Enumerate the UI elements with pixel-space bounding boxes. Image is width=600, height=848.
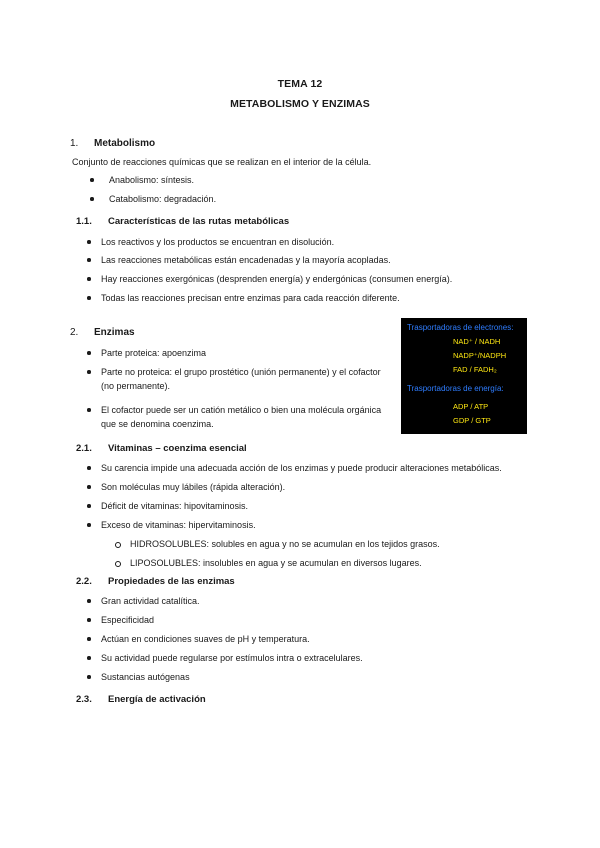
bullet-icon — [87, 485, 91, 489]
figure-item: GDP / GTP — [453, 416, 491, 425]
bullet-icon — [87, 637, 91, 641]
figure-item: NADP⁺/NADPH — [453, 351, 507, 360]
section-heading-vitaminas: 2.1. Vitaminas – coenzima esencial — [76, 443, 247, 454]
bullet-icon — [87, 296, 91, 300]
bullet-icon — [87, 599, 91, 603]
bullet-icon — [87, 618, 91, 622]
figure-item: FAD / FADH₂ — [453, 365, 497, 374]
section-heading-metabolismo: 1. Metabolismo — [70, 138, 156, 149]
bullet-icon — [90, 178, 94, 182]
page-subtitle: METABOLISMO Y ENZIMAS — [230, 98, 370, 110]
bullet-icon — [87, 258, 91, 262]
circle-bullet-icon — [115, 561, 121, 567]
bullet-icon — [90, 197, 94, 201]
bullet-icon — [87, 523, 91, 527]
bullet-icon — [87, 408, 91, 412]
bullet-icon — [87, 240, 91, 244]
bullet-icon — [87, 656, 91, 660]
bullet-icon — [87, 370, 91, 374]
section-heading-enzimas: 2. Enzimas — [70, 327, 135, 338]
figure-heading-electrons: Trasportadoras de electrones: — [407, 323, 514, 332]
circle-bullet-icon — [115, 542, 121, 548]
bullet-icon — [87, 675, 91, 679]
page-title: TEMA 12 — [277, 78, 323, 90]
figure-item: NAD⁺ / NADH — [453, 337, 501, 346]
figure-item: ADP / ATP — [453, 402, 489, 411]
section-heading-energia: 2.3. Energía de activación — [76, 694, 206, 705]
document-page: TEMA 12 METABOLISMO Y ENZIMAS 1. Metabolismo Conjunto de reacciones químicas que se realizan en el interior de la célula. Anabolismo: síntesis. Catabolismo: degradación. 1.1. Características de las rutas metabólicas Los reactivos y los productos se encuentran en disolución. Las reacciones metabólicas están encadenadas y la mayoría acopladas. Hay reacciones exergónicas (desprenden energía) y endergónicas (consumen energía). Todas las reacciones precisan entre enzimas para cada reacción diferente. 2. Enzimas Parte proteica: apoenzima Parte no proteica: el grupo prostético (unión permanente) y el cofactor (no permanente). El cofactor puede ser un catión metálico o bien una molécula orgánica que se denomina coenzima. Trasportadoras de electrones: NAD⁺ / NADH NADP⁺/NADPH FAD / FADH₂ Trasportadoras de energía: ADP / ATP GDP / GTP 2.1. Vitaminas – coenzima esencial Su carencia impide una adecuada acción de los enzimas y puede producir alteraciones metabólicas. Son moléculas muy lábiles (rápida alteración). Déficit de vitaminas: hipovitaminosis. Exceso de vitaminas: hipervitaminosis. HIDROSOLUBLES: solubles en agua y no se acumulan en los tejidos grasos. LIPOSOLUBLES: insolubles en agua y se acumulan en diversos lugares. 2.2. Propiedades de las enzimas Gran actividad catalítica. Especificidad Actúan en condiciones suaves de pH y temperatura. Su actividad puede regularse por estímulos intra o extracelulares. Sustancias autógenas 2.3. Energía de activación — [0, 0, 600, 848]
section-heading-propiedades: 2.2. Propiedades de las enzimas — [76, 576, 235, 587]
section-intro: Conjunto de reacciones químicas que se realizan en el interior de la célula. — [72, 157, 372, 167]
section-heading-caracteristicas: 1.1. Características de las rutas metabólicas — [76, 216, 290, 227]
figure-heading-energy: Trasportadoras de energía: — [407, 384, 504, 393]
bullet-icon — [87, 277, 91, 281]
bullet-icon — [87, 351, 91, 355]
coenzyme-transporters-figure — [401, 318, 527, 434]
bullet-icon — [87, 504, 91, 508]
bullet-icon — [87, 466, 91, 470]
